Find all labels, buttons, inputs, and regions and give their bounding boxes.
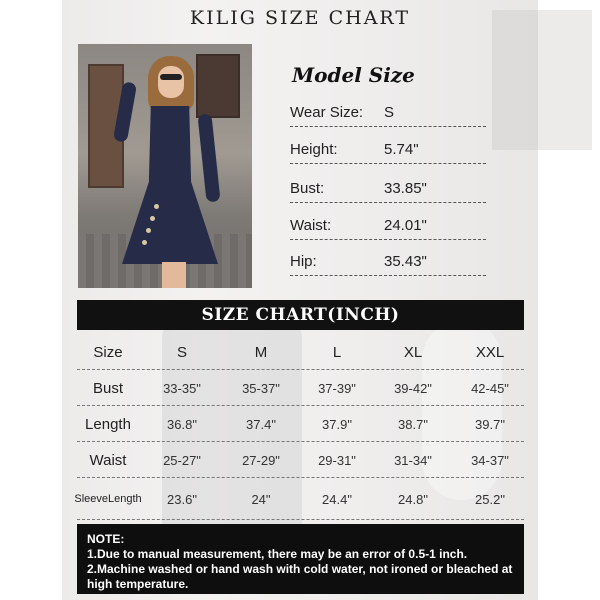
dress-button bbox=[150, 216, 155, 221]
model-photo bbox=[78, 44, 252, 288]
note-heading: NOTE: bbox=[87, 532, 125, 546]
dashed-divider bbox=[290, 275, 486, 276]
dashed-divider bbox=[290, 202, 486, 203]
model-row-wear-size bbox=[290, 104, 486, 126]
table-cell: 35-37" bbox=[242, 380, 280, 396]
dress-button bbox=[142, 240, 147, 245]
table-row-waist bbox=[77, 442, 524, 478]
row-label: Length bbox=[85, 415, 131, 433]
table-cell: 39-42" bbox=[394, 380, 432, 396]
size-header-cell: L bbox=[332, 343, 342, 361]
size-header-cell: XXL bbox=[475, 343, 505, 361]
table-row-sleeve-length bbox=[74, 478, 524, 520]
row-label bbox=[74, 478, 142, 520]
model-row-height bbox=[290, 141, 486, 163]
table-cell: 36.8" bbox=[167, 416, 197, 432]
model-row-hip bbox=[290, 253, 486, 275]
table-cell: 31-34" bbox=[394, 452, 432, 468]
table-cell: 24.4" bbox=[322, 491, 352, 507]
table-cell: 23.6" bbox=[167, 491, 197, 507]
row-label-line1: Sleeve bbox=[74, 493, 108, 505]
table-cell: 34-37" bbox=[471, 452, 509, 468]
table-cell: 38.7" bbox=[398, 416, 428, 432]
size-header-cell: XL bbox=[403, 343, 423, 361]
dashed-divider bbox=[290, 163, 486, 164]
page-title: KILIG SIZE CHART bbox=[189, 7, 411, 29]
model-row-label: Hip: bbox=[290, 253, 317, 270]
photo-window bbox=[196, 54, 240, 118]
dress-button bbox=[146, 228, 151, 233]
model-row-value: 5.74" bbox=[384, 141, 419, 158]
table-cell: 24.8" bbox=[398, 491, 428, 507]
dress-button bbox=[154, 204, 159, 209]
table-cell: 37-39" bbox=[318, 380, 356, 396]
model-row-label: Bust: bbox=[290, 180, 325, 197]
table-row-length bbox=[77, 406, 524, 442]
dashed-divider bbox=[290, 239, 486, 240]
model-row-bust bbox=[290, 180, 486, 202]
size-header-cell: S bbox=[176, 343, 187, 361]
dashed-divider bbox=[290, 126, 486, 127]
model-row-waist bbox=[290, 217, 486, 239]
model-row-value: 24.01" bbox=[384, 217, 427, 234]
table-cell: 25-27" bbox=[163, 452, 201, 468]
table-row-bust bbox=[77, 370, 524, 406]
row-label-line2: Length bbox=[108, 493, 142, 505]
note-box bbox=[77, 524, 524, 594]
photo-face bbox=[158, 66, 184, 98]
dashed-divider bbox=[77, 519, 524, 520]
size-chart-table bbox=[74, 334, 524, 520]
note-line: 1.Due to manual measurement, there may be an error of 0.5-1 inch. bbox=[87, 547, 468, 561]
size-chart-heading: SIZE CHART(INCH) bbox=[77, 300, 524, 330]
size-header-label: Size bbox=[93, 343, 123, 361]
table-cell: 29-31" bbox=[318, 452, 356, 468]
model-size-heading: Model Size bbox=[292, 63, 415, 87]
table-cell: 27-29" bbox=[242, 452, 280, 468]
row-label: Waist bbox=[89, 451, 127, 469]
size-header-cell: M bbox=[254, 343, 268, 361]
model-row-value: S bbox=[384, 104, 395, 121]
model-row-label: Height: bbox=[290, 141, 338, 158]
photo-legs bbox=[162, 262, 186, 288]
table-cell: 33-35" bbox=[163, 380, 201, 396]
table-cell: 25.2" bbox=[475, 491, 505, 507]
note-line: 2.Machine washed or hand wash with cold water, not ironed or bleached at high temperature. bbox=[87, 562, 513, 591]
photo-sunglasses bbox=[160, 74, 182, 80]
background-window bbox=[492, 10, 592, 150]
size-header-row bbox=[77, 334, 524, 370]
row-label: Bust bbox=[92, 379, 123, 397]
model-row-value: 35.43" bbox=[384, 253, 427, 270]
table-cell: 24" bbox=[251, 491, 271, 507]
model-row-label: Waist: bbox=[290, 217, 332, 234]
table-cell: 37.9" bbox=[322, 416, 352, 432]
table-cell: 37.4" bbox=[246, 416, 276, 432]
table-cell: 39.7" bbox=[475, 416, 505, 432]
model-row-label: Wear Size: bbox=[290, 104, 364, 121]
table-cell: 42-45" bbox=[471, 380, 509, 396]
photo-arm-right bbox=[197, 114, 220, 203]
model-row-value: 33.85" bbox=[384, 180, 427, 197]
